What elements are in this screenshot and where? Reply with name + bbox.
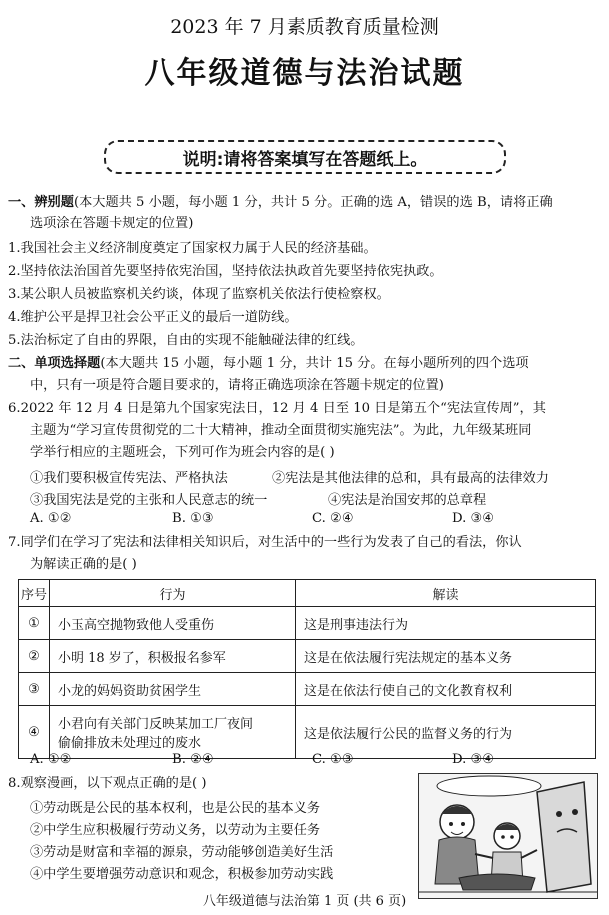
q8-stem: 8.观察漫画，以下观点正确的是( ) — [8, 776, 207, 791]
q6-statement-2: ②宪法是其他法律的总和，具有最高的法律效力 — [272, 471, 549, 486]
q7-table — [18, 579, 596, 759]
q6-option-a: A. ①② — [30, 511, 72, 526]
q6-stem-3: 学举行相应的主题班会，下列可作为班会内容的是( ) — [30, 445, 335, 460]
item-3: 3.某公职人员被监察机关约谈，体现了监察机关依法行使检察权。 — [8, 287, 390, 302]
q6-stem-1: 6.2022 年 12 月 4 日是第九个国家宪法日，12 月 4 日至 10 日是第五个“宪法宣传周”，其 — [8, 401, 546, 416]
row-behavior-line-1: 小君向有关部门反映某加工厂夜间 — [58, 717, 254, 732]
table-header: 解读 — [296, 580, 596, 607]
section2-heading: 二、单项选择题 — [8, 356, 101, 371]
row-interpretation: 这是依法履行公民的监督义务的行为 — [296, 706, 596, 759]
exam-line: 2023 年 7 月素质教育质量检测 — [170, 16, 439, 38]
q6-statement-3: ③我国宪法是党的主张和人民意志的统一 — [30, 493, 268, 508]
q8-statement-2: ②中学生应积极履行劳动义务，以劳动为主要任务 — [30, 823, 321, 838]
q7-option-b: B. ②④ — [172, 752, 214, 767]
section1-intro-b: 选项涂在答题卡规定的位置) — [30, 216, 194, 231]
page-title: 八年级道德与法治试题 — [144, 56, 465, 91]
notice-box — [104, 140, 506, 174]
q6-statement-4: ④宪法是治国安邦的总章程 — [328, 493, 487, 508]
q7-stem-2: 为解读正确的是( ) — [30, 557, 137, 572]
page-footer: 八年级道德与法治第 1 页 (共 6 页) — [202, 894, 407, 909]
section1-heading: 一、辨别题 — [8, 195, 74, 210]
q6-statement-1: ①我们要积极宣传宪法、严格执法 — [30, 471, 228, 486]
q7-option-c: C. ①③ — [312, 752, 354, 767]
labor-cartoon-image — [418, 773, 598, 899]
row-interpretation: 这是在依法履行宪法规定的基本义务 — [296, 640, 596, 673]
q6-option-b: B. ①③ — [172, 511, 214, 526]
row-interpretation: 这是在依法行使自己的文化教育权利 — [296, 673, 596, 706]
row-number: ② — [19, 640, 50, 673]
q8-statement-1: ①劳动既是公民的基本权利，也是公民的基本义务 — [30, 801, 321, 816]
row-behavior — [50, 706, 296, 759]
row-behavior: 小玉高空抛物致他人受重伤 — [50, 607, 296, 640]
row-interpretation: 这是刑事违法行为 — [296, 607, 596, 640]
row-number: ④ — [19, 706, 50, 759]
table-header: 序号 — [19, 580, 50, 607]
section2-intro-b: 中，只有一项是符合题目要求的，请将正确选项涂在答题卡规定的位置) — [30, 378, 444, 393]
q6-stem-2: 主题为“学习宣传贯彻党的二十大精神，推动全面贯彻实施宪法”。为此，九年级某班同 — [30, 423, 532, 438]
table-header: 行为 — [50, 580, 296, 607]
section1-intro-a: (本大题共 5 小题，每小题 1 分，共计 5 分。正确的选 A，错误的选 B，请将正确 — [73, 195, 553, 210]
q6-option-c: C. ②④ — [312, 511, 354, 526]
row-number: ① — [19, 607, 50, 640]
cartoon-drawing — [419, 774, 597, 898]
table-row — [19, 640, 596, 673]
row-behavior-line-2: 偷偷排放未处理过的废水 — [58, 736, 202, 751]
q8-statement-3: ③劳动是财富和幸福的源泉，劳动能够创造美好生活 — [30, 845, 334, 860]
q7-option-a: A. ①② — [30, 752, 72, 767]
item-1: 1.我国社会主义经济制度奠定了国家权力属于人民的经济基础。 — [8, 241, 377, 256]
table-row — [19, 673, 596, 706]
item-2: 2.坚持依法治国首先要坚持依宪治国，坚持依法执政首先要坚持依宪执政。 — [8, 264, 443, 279]
table-header-row — [19, 580, 596, 607]
q6-option-d: D. ③④ — [452, 511, 495, 526]
row-number: ③ — [19, 673, 50, 706]
table-row — [19, 706, 596, 759]
q7-stem-1: 7.同学们在学习了宪法和法律相关知识后，对生活中的一些行为发表了自己的看法，你认 — [8, 535, 522, 550]
item-4: 4.维护公平是捍卫社会公平正义的最后一道防线。 — [8, 310, 298, 325]
table-row — [19, 607, 596, 640]
section2-intro-a: (本大题共 15 小题，每小题 1 分，共计 15 分。在每小题所列的四个选项 — [100, 356, 529, 371]
q8-statement-4: ④中学生要增强劳动意识和观念，积极参加劳动实践 — [30, 867, 334, 882]
section1-intro-line — [8, 194, 553, 212]
row-behavior: 小龙的妈妈资助贫困学生 — [50, 673, 296, 706]
item-5: 5.法治标定了自由的界限，自由的实现不能触碰法律的红线。 — [8, 333, 364, 348]
section2-intro-line — [8, 355, 529, 373]
row-behavior: 小明 18 岁了，积极报名参军 — [50, 640, 296, 673]
q7-option-d: D. ③④ — [452, 752, 495, 767]
notice-text: 说明:请将答案填写在答题纸上。 — [182, 150, 428, 170]
